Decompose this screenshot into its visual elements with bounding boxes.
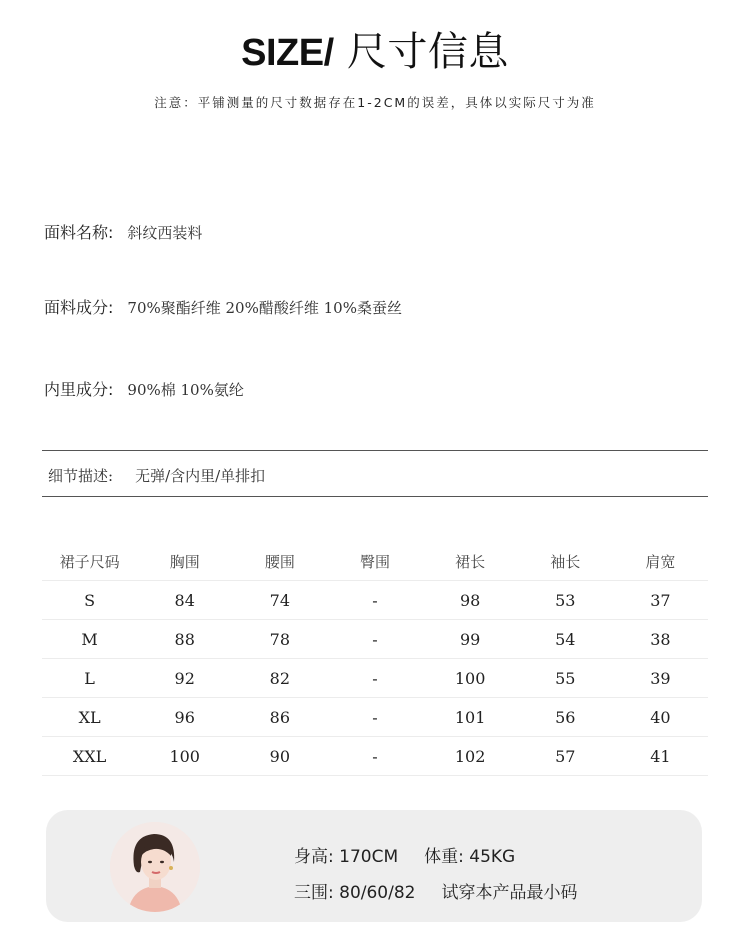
header-bust: 胸围 <box>137 542 232 581</box>
table-cell: 57 <box>518 737 613 776</box>
table-cell: XL <box>42 698 137 737</box>
table-cell: 96 <box>137 698 232 737</box>
table-cell: - <box>327 659 422 698</box>
model-measurements: 三围: 80/60/82 <box>294 883 416 903</box>
table-cell: 37 <box>613 581 708 620</box>
table-cell: 98 <box>423 581 518 620</box>
details-label: 细节描述: <box>48 467 114 485</box>
table-row <box>42 620 708 659</box>
table-cell: 82 <box>232 659 327 698</box>
model-portrait-image <box>110 822 200 912</box>
divider-bottom <box>42 496 708 497</box>
table-row <box>42 737 708 776</box>
fabric-name-row <box>44 220 202 246</box>
model-weight: 体重: 45KG <box>424 847 516 867</box>
table-cell: 102 <box>423 737 518 776</box>
table-cell: - <box>327 737 422 776</box>
details-row <box>48 463 265 489</box>
table-cell: - <box>327 581 422 620</box>
table-cell: - <box>327 698 422 737</box>
table-cell: 39 <box>613 659 708 698</box>
fabric-composition-row <box>44 295 402 321</box>
fabric-name-label: 面料名称: <box>44 223 114 242</box>
header-shoulder-width: 肩宽 <box>613 542 708 581</box>
size-table <box>42 542 708 776</box>
table-cell: 74 <box>232 581 327 620</box>
table-cell: 54 <box>518 620 613 659</box>
page-title <box>0 26 750 79</box>
table-cell: 100 <box>137 737 232 776</box>
table-cell: - <box>327 620 422 659</box>
title-en: SIZE/ <box>241 32 334 74</box>
lining-composition-label: 内里成分: <box>44 380 114 399</box>
header-sleeve-length: 袖长 <box>518 542 613 581</box>
model-height: 身高: 170CM <box>294 847 399 867</box>
table-cell: 90 <box>232 737 327 776</box>
table-cell: M <box>42 620 137 659</box>
table-cell: 86 <box>232 698 327 737</box>
table-cell: S <box>42 581 137 620</box>
measurement-notice: 注意：平铺测量的尺寸数据存在1-2CM的误差，具体以实际尺寸为准 <box>154 95 596 110</box>
details-value: 无弹/含内里/单排扣 <box>135 467 266 485</box>
lining-composition-value: 90%棉 10%氨纶 <box>127 381 244 399</box>
table-cell: 92 <box>137 659 232 698</box>
table-cell: 100 <box>423 659 518 698</box>
fabric-composition-value: 70%聚酯纤维 20%醋酸纤维 10%桑蚕丝 <box>127 299 402 317</box>
header-hip: 臀围 <box>327 542 422 581</box>
model-height-weight <box>294 842 515 867</box>
table-row <box>42 581 708 620</box>
divider-top <box>42 450 708 451</box>
table-cell: 84 <box>137 581 232 620</box>
model-size-note: 试穿本产品最小码 <box>441 883 578 903</box>
model-info-card <box>46 810 702 922</box>
table-cell: 55 <box>518 659 613 698</box>
title-zh: 尺寸信息 <box>346 29 509 75</box>
table-cell: 53 <box>518 581 613 620</box>
model-measurements-row <box>294 878 577 903</box>
lining-composition-row <box>44 377 244 403</box>
table-cell: L <box>42 659 137 698</box>
table-row <box>42 698 708 737</box>
table-row <box>42 659 708 698</box>
table-cell: 78 <box>232 620 327 659</box>
header-waist: 腰围 <box>232 542 327 581</box>
fabric-composition-label: 面料成分: <box>44 298 114 317</box>
header-size: 裙子尺码 <box>42 542 137 581</box>
model-avatar <box>110 822 200 912</box>
header-skirt-length: 裙长 <box>423 542 518 581</box>
table-cell: 56 <box>518 698 613 737</box>
table-cell: 40 <box>613 698 708 737</box>
table-cell: 41 <box>613 737 708 776</box>
table-cell: 101 <box>423 698 518 737</box>
fabric-name-value: 斜纹西装料 <box>127 224 203 242</box>
table-cell: 88 <box>137 620 232 659</box>
size-table-header <box>42 542 708 581</box>
table-cell: 99 <box>423 620 518 659</box>
table-cell: 38 <box>613 620 708 659</box>
table-cell: XXL <box>42 737 137 776</box>
